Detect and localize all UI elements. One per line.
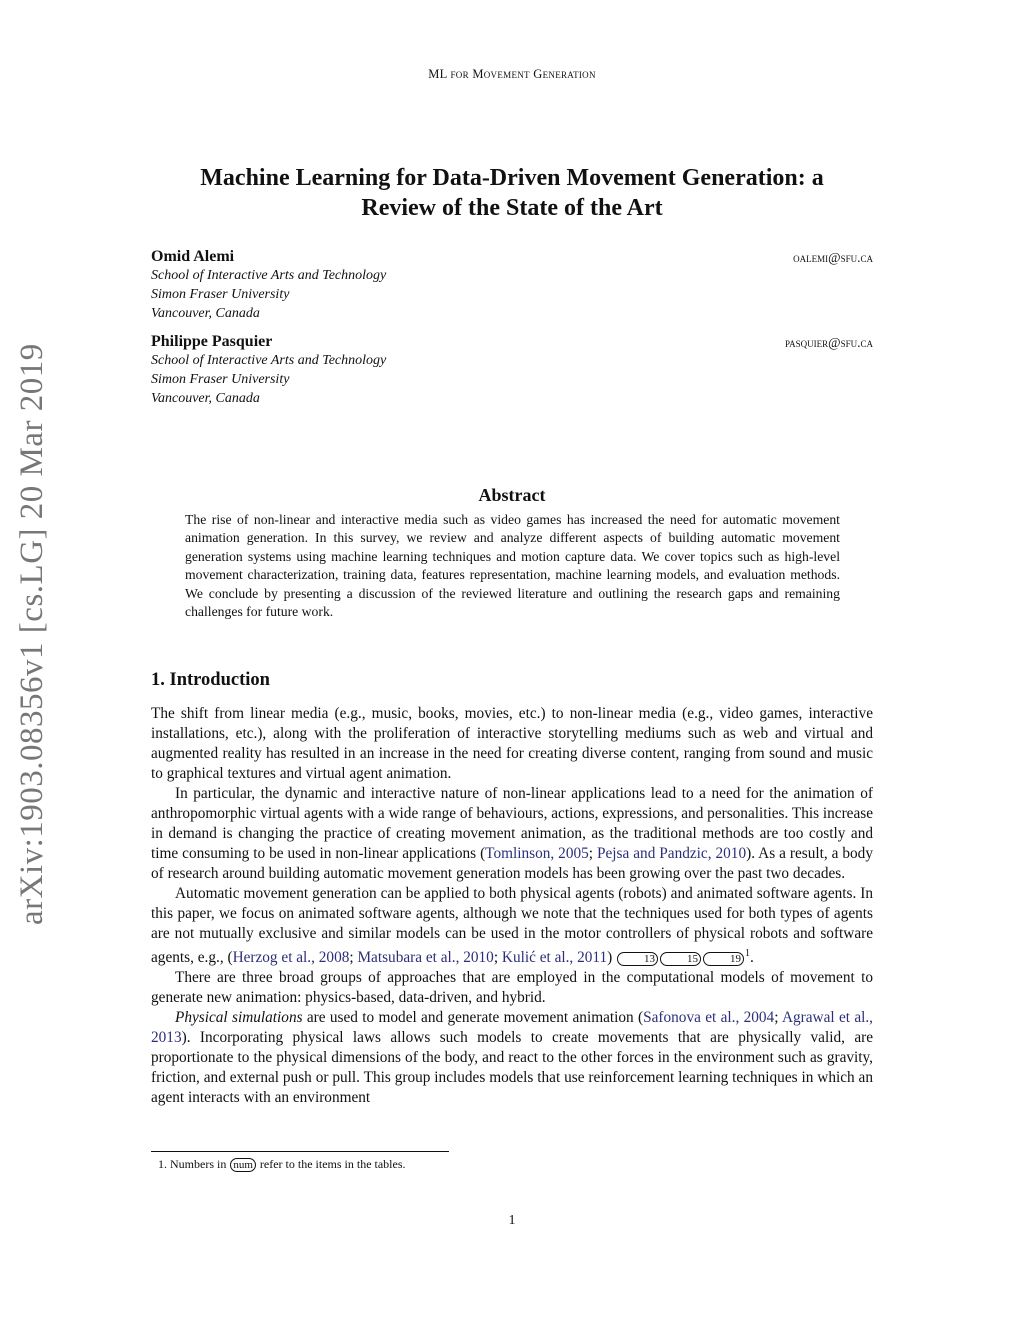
body-text [151, 704, 873, 1108]
citation-link[interactable]: Pejsa and Pandzic, 2010 [597, 845, 747, 862]
author-block [151, 248, 873, 323]
text-run: ; [493, 949, 502, 967]
author-name: Omid Alemi [151, 248, 235, 265]
citation-link[interactable]: Herzog et al., 2008 [232, 949, 350, 967]
affiliation: Vancouver, Canada [151, 391, 260, 406]
footnote-marker[interactable]: 1 [745, 948, 751, 959]
paragraph [151, 784, 873, 884]
title-line: Review of the State of the Art [361, 195, 663, 221]
citation-link[interactable]: Matsubara et al., 2010 [357, 949, 494, 967]
text-run: are used to model and generate movement animation ( [302, 1009, 644, 1027]
text-run: There are three broad groups of approaches that are employed in the computational models of movement to generate new animation: physics-based, data-driven, and hybrid. [151, 969, 873, 1007]
text-run: ). Incorporating physical laws allows such models to create movements that are physically valid, are proportionate to the physical dimensions of the body, and react to the other forces in the environment such as gravity, friction, and external push or pull. This group includes models that use reinforcement learning techniques in which an agent interacts with an environment [151, 1029, 873, 1107]
author-email[interactable]: oalemi@sfu.ca [793, 250, 873, 265]
running-header: ML for Movement Generation [428, 67, 596, 81]
abstract-heading: Abstract [478, 485, 546, 505]
text-run: ) [607, 949, 617, 967]
paragraph [151, 704, 873, 784]
text-run: ). As a result, a body of research around building automatic movement generation models has been growing over the past two decades. [151, 845, 873, 882]
footnote-rule [151, 1151, 449, 1152]
paragraph [151, 884, 873, 968]
text-run: In particular, the dynamic and interactive nature of non-linear applications lead to a need for the animation of anthropomorphic virtual agents with a wide range of behaviours, actions, expressions, and personalities. This increase in demand is changing the practice of creating movement animation, as the traditional methods are too costly and time consuming to be used in non-linear applications ( [151, 785, 873, 862]
author-block [151, 333, 873, 408]
text-run: The shift from linear media (e.g., music, books, movies, etc.) to non-linear media (e.g., video games, interactive installations, etc.), along with the proliferation of interactive storytelling mediums such as web and virtual and augmented reality has resulted in an increase in the need for creating diverse content, ranging from sound and music to graphical textures and virtual agent animation. [151, 705, 873, 782]
text-run: Physical simulations [175, 1009, 303, 1027]
footnote-text: refer to the items in the tables. [256, 1157, 406, 1171]
author-email[interactable]: pasquier@sfu.ca [784, 335, 873, 350]
table-item-ref: 19 [703, 952, 744, 966]
text-run: ; [349, 949, 358, 967]
text-run: ; [588, 845, 597, 862]
author-name: Philippe Pasquier [151, 333, 273, 350]
section-heading: 1. Introduction [151, 670, 270, 690]
footnote [158, 1157, 406, 1172]
affiliation: School of Interactive Arts and Technology [151, 268, 387, 283]
text-run: ; [774, 1009, 782, 1027]
table-item-ref: 15 [660, 952, 701, 966]
citation-link[interactable]: Safonova et al., 2004 [643, 1009, 775, 1027]
citation-link[interactable]: Tomlinson, 2005 [485, 845, 589, 862]
arxiv-stamp: arXiv:1903.08356v1 [cs.LG] 20 Mar 2019 [14, 343, 50, 925]
affiliation: Simon Fraser University [151, 287, 290, 302]
citation-link[interactable]: Kulić et al., 2011 [501, 949, 608, 967]
affiliation: School of Interactive Arts and Technology [151, 353, 387, 368]
footnote-text: 1. Numbers in [158, 1157, 230, 1171]
affiliation: Simon Fraser University [151, 372, 290, 387]
abstract-text: The rise of non-linear and interactive media such as video games has increased the need for automatic movement animation generation. In this survey, we review and analyze different aspects of building automatic movement generation systems using machine learning techniques and motion capture data. We cover topics such as high-level movement characterization, training data, features representation, machine learning models, and evaluation methods. We conclude by presenting a discussion of the reviewed literature and outlining the research gaps and remaining challenges for future work. [185, 512, 840, 620]
title-line: Machine Learning for Data-Driven Movement Generation: a [200, 165, 824, 191]
affiliation: Vancouver, Canada [151, 306, 260, 321]
page-number: 1 [508, 1213, 516, 1228]
text-run: Automatic movement generation can be applied to both physical agents (robots) and animated software agents. In this paper, we focus on animated software agents, although we note that the techniques used for both types of agents are not mutually exclusive and similar models can be used in the motor controllers of physical robots and software agents, e.g., ( [151, 885, 873, 967]
footnote-circled-num: num [230, 1158, 256, 1172]
citation-link[interactable]: Agrawal et al., 2013 [151, 1009, 874, 1047]
table-item-ref: 13 [617, 952, 658, 966]
paragraph [151, 1008, 873, 1108]
paragraph [151, 968, 873, 1008]
paper-title [120, 163, 904, 223]
text-run: . [750, 949, 754, 967]
